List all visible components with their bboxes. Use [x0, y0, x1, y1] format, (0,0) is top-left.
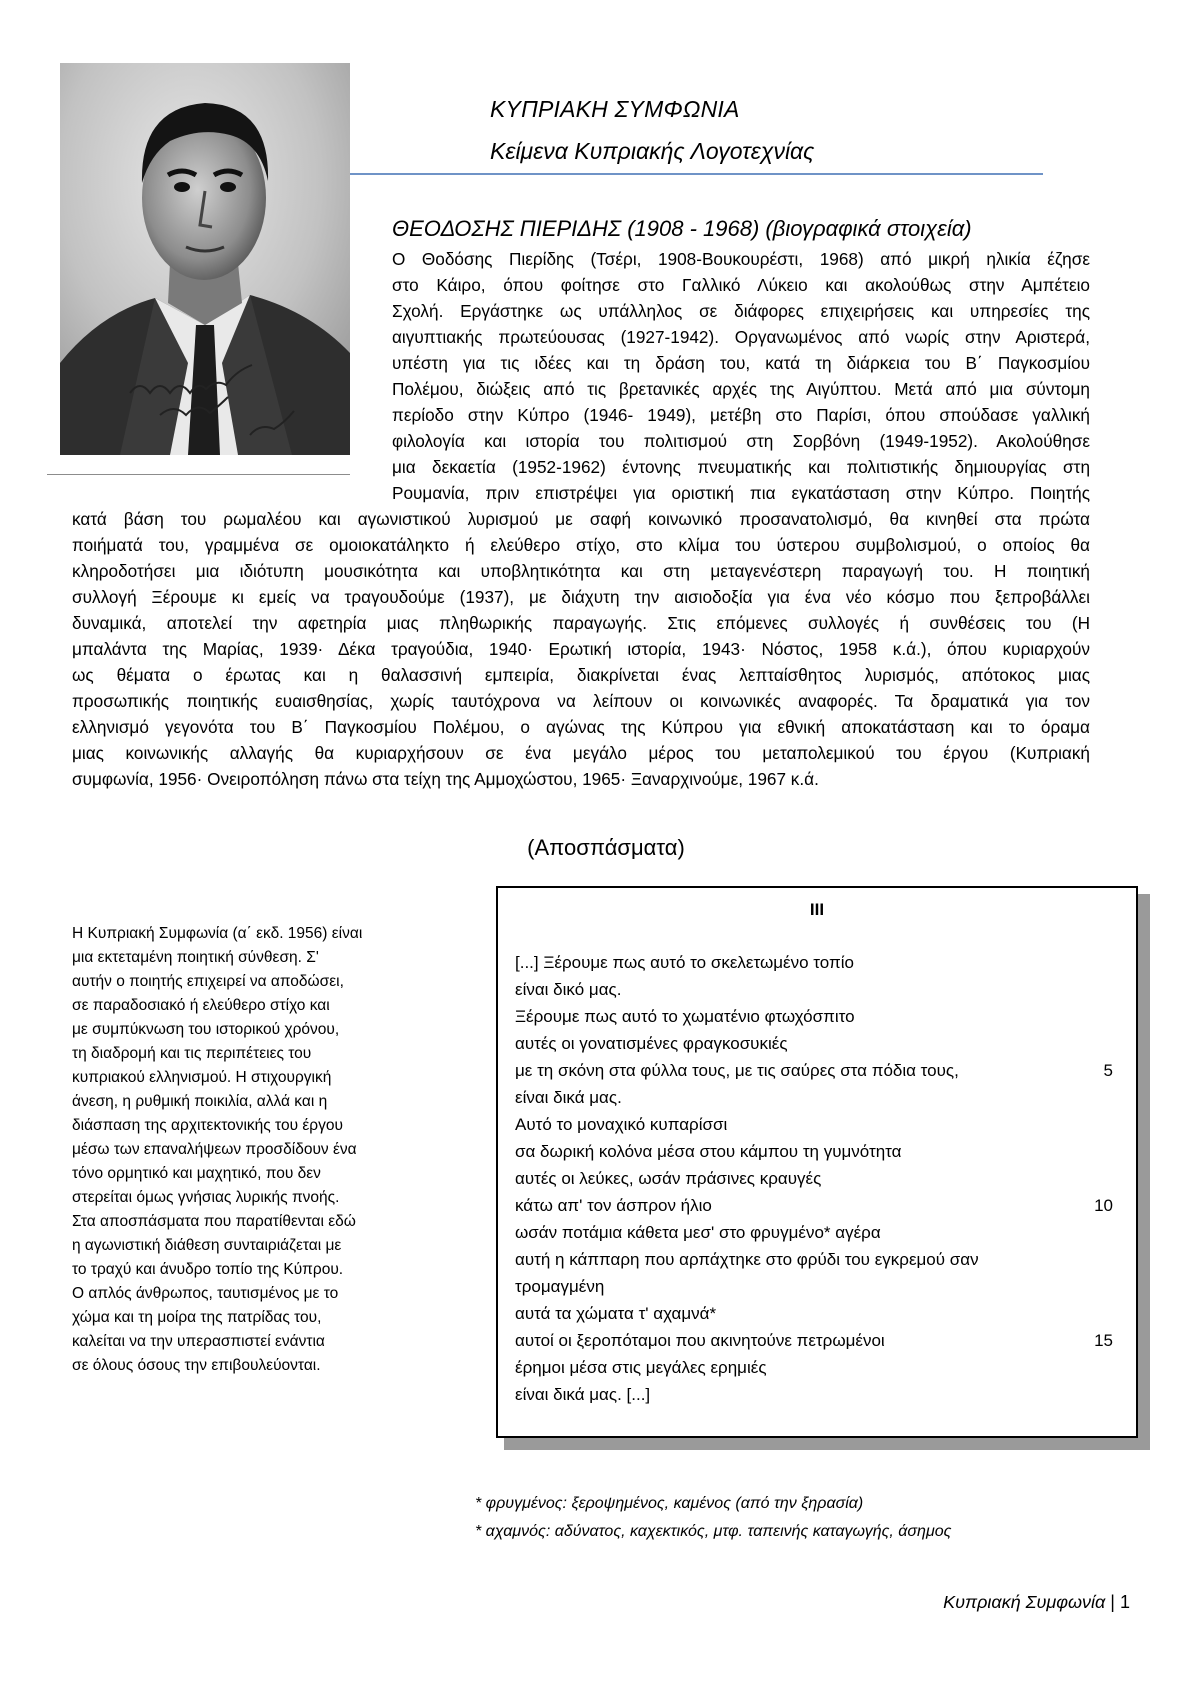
author-portrait — [60, 63, 350, 455]
intro-line: με συμπύκνωση του ιστορικού χρόνου, — [72, 1021, 340, 1038]
intro-line: τόνο ορμητικό και μαχητικό, που δεν — [72, 1165, 321, 1182]
page-number: 1 — [1119, 1592, 1130, 1612]
biography-line: φιλολογία και ιστορία του πολιτισμού στη Σορβόνη (1949-1952). Ακολούθησε — [392, 431, 1090, 451]
footer-separator: | — [1110, 1592, 1115, 1612]
poem-line: με τη σκόνη στα φύλλα τους, με τις σαύρες στα πόδια τους, — [515, 1061, 959, 1080]
intro-line: Η Κυπριακή Συμφωνία (α΄ εκδ. 1956) είναι — [72, 925, 363, 942]
biography-line: μιας κοινωνικής αλλαγής θα κυριαρχήσουν σε ένα μεγάλο μέρος του μεταπολεμικού του έργου (Κυπριακή — [72, 743, 1090, 763]
portrait-illustration — [60, 63, 350, 455]
poem-line: ωσάν ποτάμια κάθετα μεσ' στο φρυγμένο* αγέρα — [515, 1223, 881, 1242]
intro-line: μια εκτεταμένη ποιητική σύνθεση. Σ' — [72, 949, 319, 966]
footnote: * αχαμνός: αδύνατος, καχεκτικός, μτφ. ταπεινής καταγωγής, άσημος — [475, 1523, 952, 1540]
excerpts-heading-text: (Αποσπάσματα) — [527, 835, 685, 860]
biography-line: ελληνισμό γεγονότα του Β΄ Παγκοσμίου Πολέμου, ο αγώνας της Κύπρου για εθνική αποκατάσταση και το όραμα — [72, 717, 1090, 737]
poem-line: [...] Ξέρουμε πως αυτό το σκελετωμένο τοπίο — [515, 953, 854, 972]
poem-line-number: 10 — [1094, 1196, 1113, 1215]
poem-line: Ξέρουμε πως αυτό το χωματένιο φτωχόσπιτο — [515, 1007, 855, 1026]
poem-line: σα δωρική κολόνα μέσα στου κάμπου τη γυμνότητα — [515, 1142, 902, 1161]
poem-line: κάτω απ' τον άσπρον ήλιο — [515, 1196, 712, 1215]
intro-line: στερείται όμως γνήσιας λυρικής πνοής. — [72, 1189, 340, 1206]
biography-line: ποιήματά του, γραμμένα σε ομοιοκατάληκτο ή ελεύθερο στίχο, στο κλίμα του ύστερου συμβολισμού, ο οποίος θα — [72, 535, 1090, 555]
biography-line: κατά βάση του ρωμαλέου και αγωνιστικού λυρισμού με σαφή κοινωνικό προσανατολισμό, θα κινηθεί στα πρώτα — [72, 509, 1090, 529]
poem-line: αυτή η κάππαρη που αρπάχτηκε στο φρύδι του εγκρεμού σαν — [515, 1250, 979, 1269]
poem-line: Αυτό το μοναχικό κυπαρίσσι — [515, 1115, 728, 1134]
biography-line: αιγυπτιακής πρωτεύουσας (1927-1942). Οργανωμένος από νωρίς στην Αριστερά, — [392, 327, 1090, 347]
intro-line: άνεση, η ρυθμική ποικιλία, αλλά και η — [72, 1093, 328, 1110]
poem-line: έρημοι μέσα στις μεγάλες ερημιές — [515, 1358, 767, 1377]
biography-line: δυναμικά, αποτελεί την αφετηρία μιας πληθωρικής παραγωγής. Στις επόμενες συλλογές ή συνθέσεις του (Η — [72, 613, 1090, 633]
footer-title: Κυπριακή Συμφωνία — [943, 1592, 1106, 1612]
intro-line: σε παραδοσιακό ή ελεύθερο στίχο και — [72, 997, 330, 1014]
poem-line: είναι δικά μας. — [515, 1088, 622, 1107]
intro-line: χώμα και τη μοίρα της πατρίδας του, — [72, 1309, 322, 1326]
biography-line: Ρουμανία, πριν επιστρέψει για οριστική πια εγκατάσταση στην Κύπρο. Ποιητής — [392, 483, 1090, 503]
biography-line: προσωπικής ποιητικής ευαισθησίας, χωρίς ταυτόχρονα να λείπουν οι κοινωνικές αναφορές. Τα δραματικά για τον — [72, 691, 1090, 711]
biography-line: περίοδο στην Κύπρο (1946- 1949), μετέβη στο Παρίσι, όπου σπούδασε γαλλική — [392, 405, 1090, 425]
intro-line: μέσω των επαναλήψεων προσδίδουν ένα — [72, 1141, 357, 1158]
biography-line: Ο Θοδόσης Πιερίδης (Τσέρι, 1908-Βουκουρέστι, 1968) από μικρή ηλικία έζησε — [392, 249, 1090, 269]
biography-line: υπέστη για τις ιδέες και τη δράση του, κατά τη διάρκεια του Β΄ Παγκοσμίου — [392, 353, 1090, 373]
excerpts-heading — [0, 835, 1200, 861]
poem-line: είναι δικά μας. [...] — [515, 1385, 651, 1404]
biography-line: στο Κάιρο, όπου φοίτησε στο Γαλλικό Λύκειο και ακολούθως στην Αμπέτειο — [392, 275, 1090, 295]
intro-line: σε όλους όσους την επιβουλεύονται. — [72, 1357, 321, 1374]
poem-line: αυτές οι λεύκες, ωσάν πράσινες κραυγές — [515, 1169, 822, 1188]
poem-line: τρομαγμένη — [515, 1277, 605, 1296]
biography-line: Πολέμου, διώξεις από τις βρετανικές αρχές της Αιγύπτου. Μετά από μια σύντομη — [392, 379, 1090, 399]
poem-line: αυτές οι γονατισμένες φραγκοσυκιές — [515, 1034, 788, 1053]
intro-line: Στα αποσπάσματα που παρατίθενται εδώ — [72, 1213, 356, 1230]
biography-line: Σχολή. Εργάστηκε ως υπάλληλος σε διάφορες επιχειρήσεις και υπηρεσίες της — [392, 301, 1090, 321]
series-title: ΚΥΠΡΙΑΚΗ ΣΥΜΦΩΝΙΑ — [490, 96, 740, 122]
intro-line: καλείται να την υπερασπιστεί ενάντια — [72, 1333, 325, 1350]
biography-line: συμφωνία, 1956· Ονειροπόληση πάνω στα τείχη της Αμμοχώστου, 1965· Ξαναρχινούμε, 1967 κ.ά. — [72, 769, 819, 789]
biography-line: μπαλάντα της Μαρίας, 1939· Δέκα τραγούδια, 1940· Ερωτική ιστορία, 1943· Νόστος, 1958 κ.ά.), όπου κυριαρχούν — [72, 639, 1090, 659]
poem-line: είναι δικό μας. — [515, 980, 622, 999]
header-divider — [350, 173, 1043, 175]
biography-heading: ΘΕΟΔΟΣΗΣ ΠΙΕΡΙΔΗΣ (1908 - 1968) (βιογραφικά στοιχεία) — [392, 216, 972, 241]
biography-line: συλλογή Ξέρουμε κι εμείς να τραγουδούμε (1937), με διάχυτη την αισιοδοξία για ένα νέο κόσμο που ξεπροβάλλει — [72, 587, 1090, 607]
biography-line: ως θέματα ο έρωτας και η θαλασσινή εμπειρία, διακρίνεται ένας λεπταίσθητος λυρισμός, απότοκος μιας — [72, 665, 1090, 685]
intro-line: Ο απλός άνθρωπος, ταυτισμένος με το — [72, 1285, 339, 1302]
series-subtitle: Κείμενα Κυπριακής Λογοτεχνίας — [490, 138, 815, 164]
page-footer — [943, 1592, 1130, 1613]
photo-divider — [47, 474, 350, 475]
biography-line: κληροδοτήσει μια ιδιότυπη μουσικότητα και υποβλητικότητα και στη μεταγενέστερη παραγωγή του. Η ποιητική — [72, 561, 1090, 581]
intro-line: διάσπαση της αρχιτεκτονικής του έργου — [72, 1117, 343, 1134]
poem-heading: III — [809, 900, 825, 919]
biography-line: μια δεκαετία (1952-1962) έντονης πνευματικής και πολιτιστικής δημιουργίας στη — [392, 457, 1090, 477]
poem-line: αυτά τα χώματα τ' αχαμνά* — [515, 1304, 717, 1323]
footnote: * φρυγμένος: ξεροψημένος, καμένος (από την ξηρασία) — [475, 1495, 864, 1512]
intro-line: κυπριακού ελληνισμού. Η στιχουργική — [72, 1069, 332, 1086]
intro-line: αυτήν ο ποιητής επιχειρεί να αποδώσει, — [72, 973, 344, 990]
intro-line: τη διαδρομή και τις περιπέτειες του — [72, 1045, 312, 1062]
poem-line-number: 5 — [1103, 1061, 1113, 1080]
poem-line: αυτοί οι ξεροπόταμοι που ακινητούνε πετρωμένοι — [515, 1331, 885, 1350]
intro-line: η αγωνιστική διάθεση συνταιριάζεται με — [72, 1237, 342, 1254]
intro-line: το τραχύ και άνυδρο τοπίο της Κύπρου. — [72, 1261, 344, 1278]
poem-line-number: 15 — [1094, 1331, 1113, 1350]
